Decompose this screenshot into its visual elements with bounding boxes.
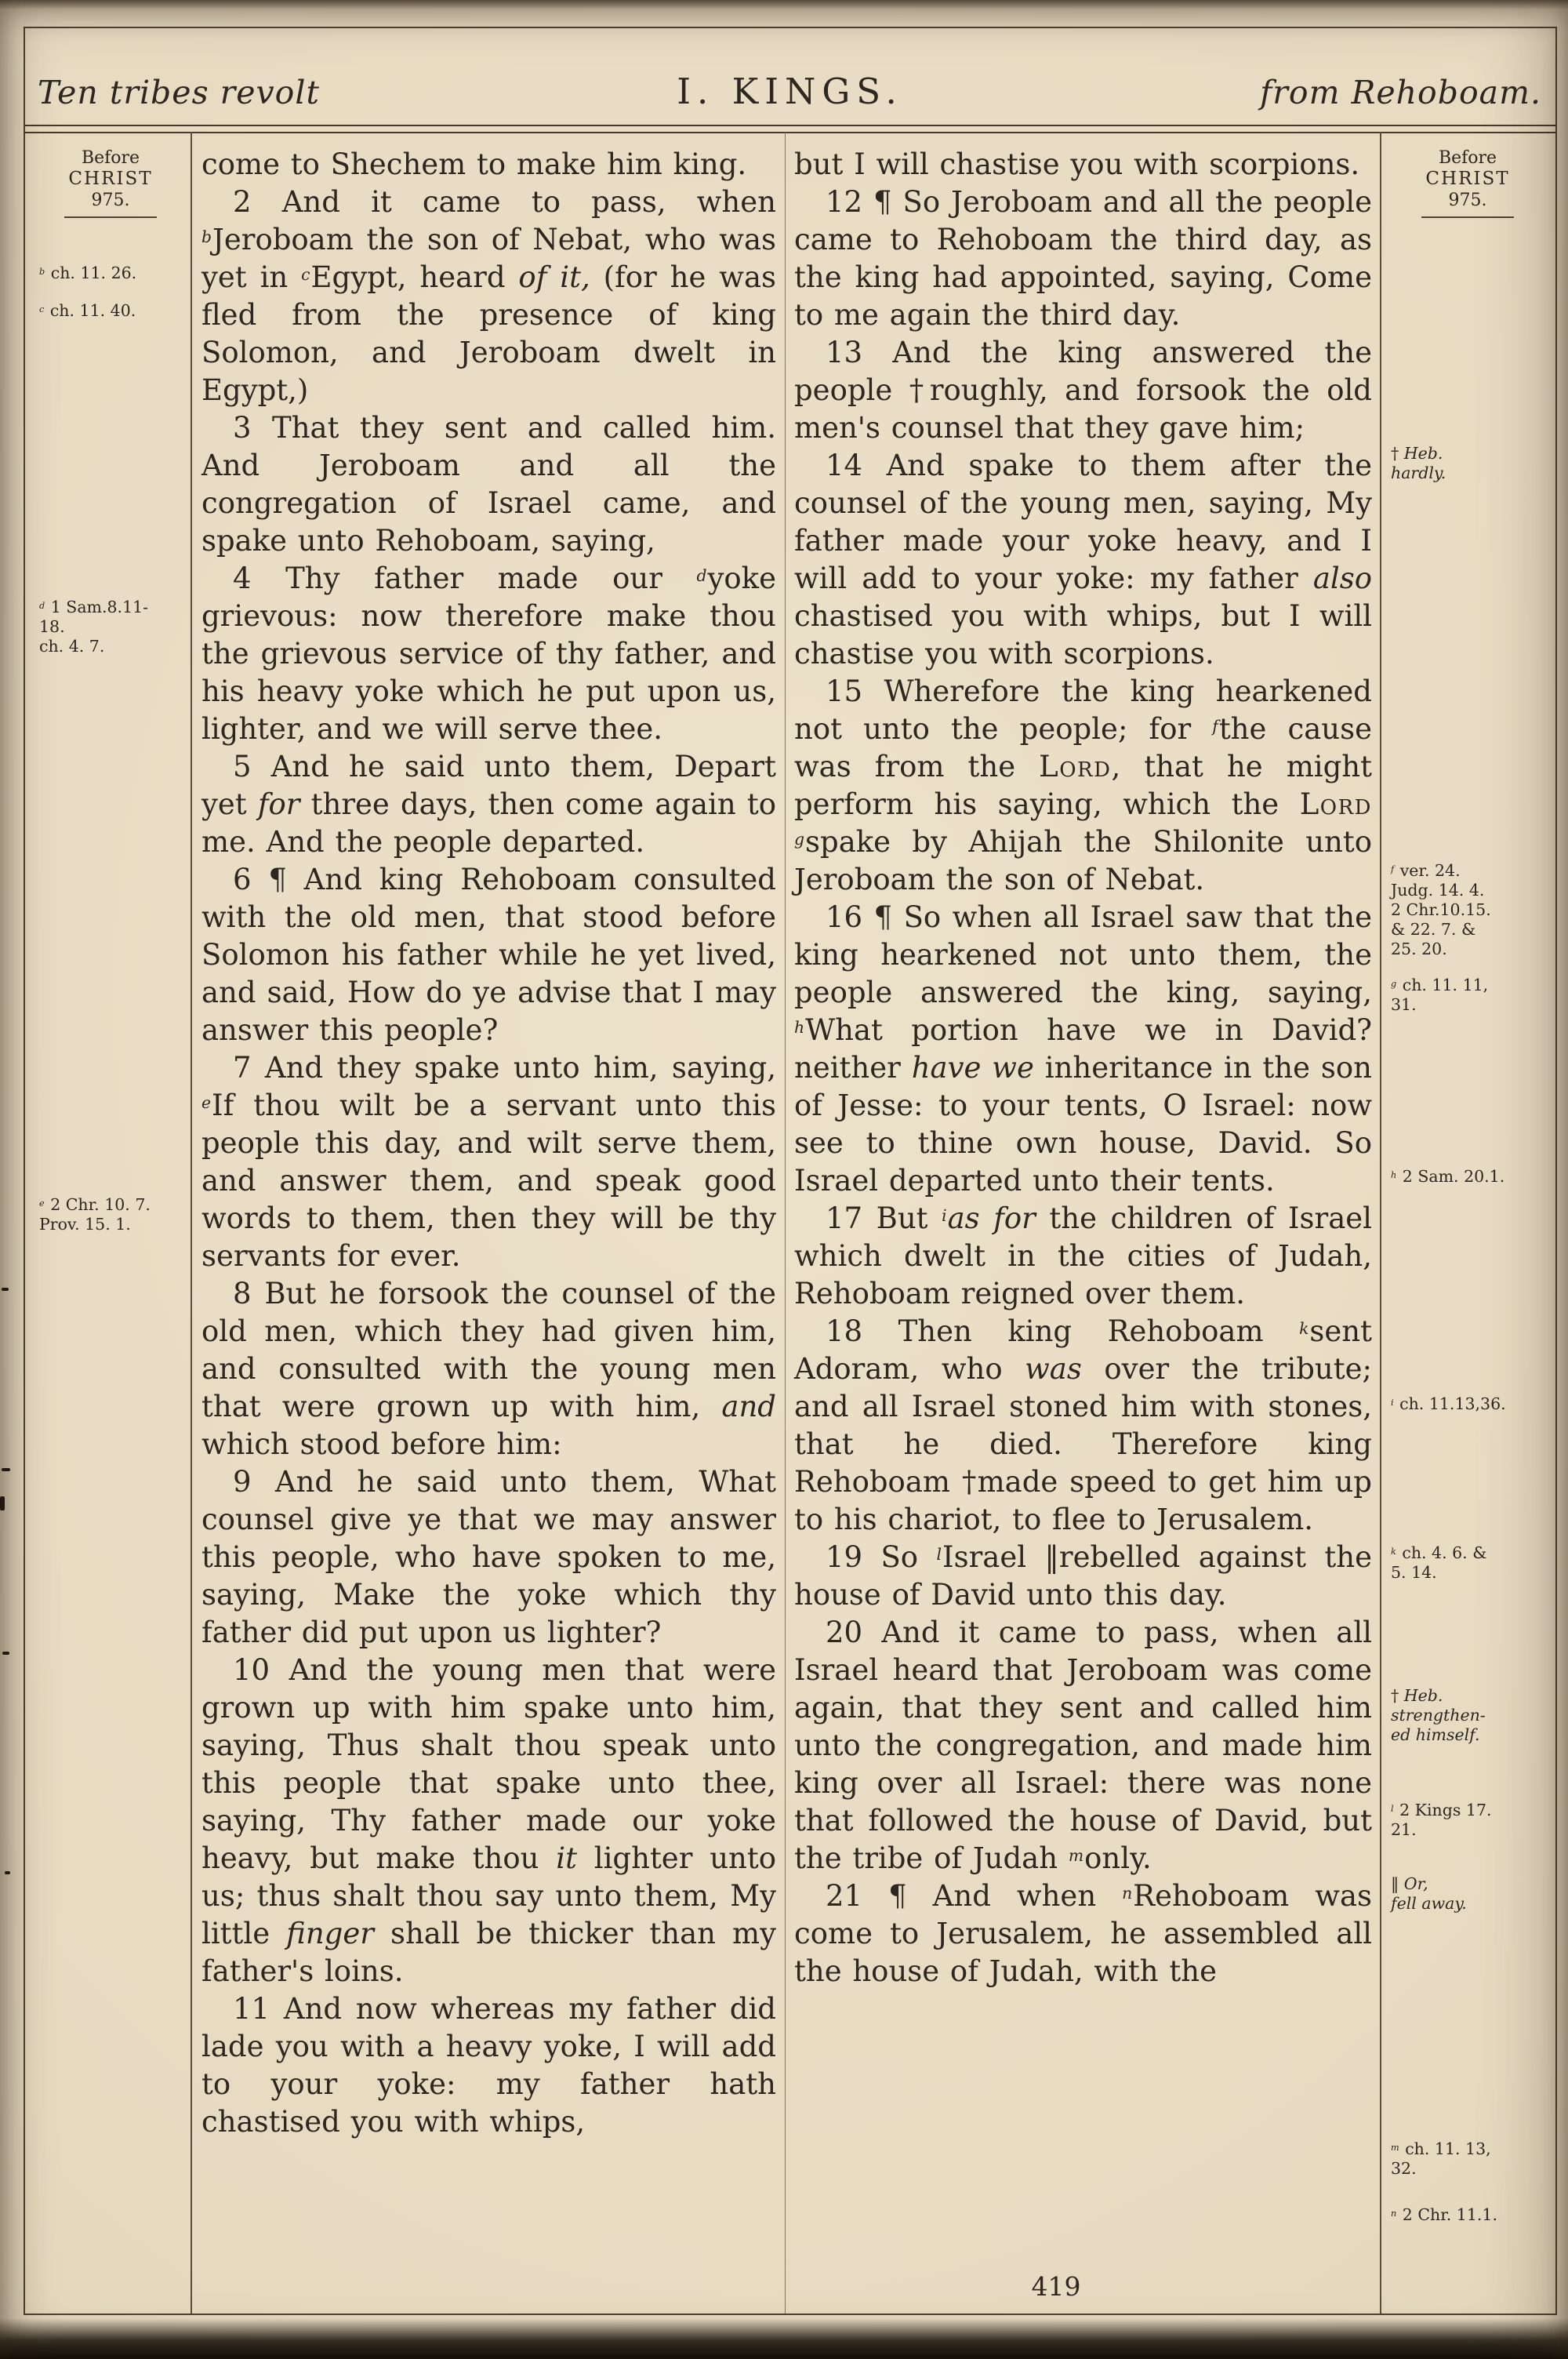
margin-note: $^b$ ch. 11. 26.: [39, 264, 137, 282]
heading-line: Before: [1438, 148, 1497, 168]
verse-paragraph: 12 ¶ So Jeroboam and all the people came to Rehoboam the third day, as the king had appointed, saying, Come to me again the third day.: [794, 185, 1372, 332]
verse-paragraph: 7 And they spake unto him, saying, $^e$If thou wilt be a servant unto this people this day, and wilt serve them, and answer them, and speak good words to them, then they will be thy servants for ever.: [201, 1051, 776, 1273]
book-title: I. KINGS.: [677, 71, 903, 112]
margin-note: $^e$ 2 Chr. 10. 7. Prov. 15. 1.: [39, 1195, 151, 1234]
heading-line: Before: [81, 148, 140, 168]
verse-paragraph: 15 Wherefore the king hearkened not unto the people; for $^f$the cause was from the Lord, that he might perform his saying, which the Lord $^g$spake by Ahijah the Shilonite unto Jeroboam the son of Nebat.: [794, 674, 1373, 896]
margin-note: $^c$ ch. 11. 40.: [39, 301, 136, 320]
page-header: [38, 71, 1541, 116]
header-rule: [24, 125, 1557, 133]
margin-note: † Heb. strengthen- ed himself.: [1391, 1686, 1486, 1744]
heading-line: CHRIST: [1425, 169, 1510, 189]
column-rule-center: [785, 132, 786, 2314]
verse-paragraph: 11 And now whereas my father did lade you with a heavy yoke, I will add to your yoke: my father hath chastised you with whips,: [201, 1992, 776, 2139]
verse-paragraph: 10 And the young men that were grown up with him spake unto him, saying, Thus shalt thou speak unto this people that spake unto thee, saying, Thy father made our yoke heavy, but make thou it lighter unto us; thus shalt thou say unto them, My little finger shall be thicker than my father's loins.: [201, 1653, 776, 1988]
heading-line: CHRIST: [68, 169, 153, 189]
verse-paragraph: 21 ¶ And when $^n$Rehoboam was come to Jerusalem, he assembled all the house of Judah, with the: [794, 1879, 1372, 1988]
right-margin-column: [1385, 0, 1551, 2359]
scan-edge-bottom: [0, 2318, 1568, 2359]
heading-line: 975.: [1448, 191, 1487, 210]
left-margin-notes: [33, 0, 188, 2359]
heading-line: 975.: [91, 191, 130, 210]
verse-paragraph: 20 And it came to pass, when all Israel heard that Jeroboam was come again, that they sent and called him unto the congregation, and made him king over all Israel: there was none that followed the house of David, but the tribe of Judah $^m$only.: [794, 1616, 1372, 1875]
text-column-right: [794, 146, 1372, 1990]
margin-note: $^n$ 2 Chr. 11.1.: [1391, 2205, 1497, 2224]
verse-paragraph: 4 Thy father made our $^d$yoke grievous: now therefore make thou the grievous service of thy father, and his heavy yoke which he put upon us, lighter, and we will serve thee.: [201, 562, 776, 746]
margin-note: † Heb. hardly.: [1391, 444, 1446, 482]
margin-note: $^l$ 2 Kings 17. 21.: [1391, 1801, 1492, 1839]
verse-paragraph: 6 ¶ And king Rehoboam consulted with the old men, that stood before Solomon his father while he yet lived, and said, How do ye advise that I may answer this people?: [201, 863, 776, 1047]
margin-note: $^d$ 1 Sam.8.11- 18. ch. 4. 7.: [39, 598, 149, 656]
verse-paragraph: but I will chastise you with scorpions.: [794, 147, 1360, 181]
left-margin-column: [33, 0, 188, 2359]
margin-note: $^m$ ch. 11. 13, 32.: [1391, 2139, 1491, 2178]
scan-speck: [5, 1871, 10, 1874]
running-head-right: from Rehoboam.: [1260, 74, 1541, 111]
verse-paragraph: 17 But $^i$as for the children of Israel which dwelt in the cities of Judah, Rehoboam reigned over them.: [794, 1201, 1373, 1310]
scan-speck: [2, 1468, 10, 1471]
verse-paragraph: 9 And he said unto them, What counsel give ye that we may answer this people, who have spoken to me, saying, Make the yoke which thy father did put upon us lighter?: [201, 1465, 776, 1649]
verse-paragraph: 3 That they sent and called him. And Jeroboam and all the congregation of Israel came, and spake unto Rehoboam, saying,: [201, 411, 776, 558]
margin-note: $^i$ ch. 11.13,36.: [1391, 1394, 1506, 1413]
scan-edge-top: [0, 0, 1568, 9]
running-head-left: Ten tribes revolt: [38, 74, 320, 111]
column-rule-left: [191, 132, 192, 2314]
verse-paragraph: 14 And spake to them after the counsel of the young men, saying, My father made your yoke heavy, and I will add to your yoke: my father also chastised you with whips, but I will chastise you with scorpions.: [794, 449, 1372, 671]
margin-note: ‖ Or, fell away.: [1391, 1874, 1467, 1913]
margin-note: $^f$ ver. 24. Judg. 14. 4. 2 Chr.10.15. & 22. 7. & 25. 20.: [1391, 861, 1491, 958]
scan-speck: [0, 1496, 5, 1510]
verse-paragraph: 8 But he forsook the counsel of the old men, which they had given him, and consulted with the young men that were grown up with him, and which stood before him:: [201, 1277, 776, 1461]
verse-paragraph: 5 And he said unto them, Depart yet for three days, then come again to me. And the people departed.: [201, 750, 776, 859]
verse-paragraph: come to Shechem to make him king.: [201, 147, 747, 181]
margin-note: $^g$ ch. 11. 11, 31.: [1391, 976, 1489, 1014]
page-number: 419: [1031, 2271, 1081, 2302]
verse-paragraph: 13 And the king answered the people †roughly, and forsook the old men's counsel that they gave him;: [794, 336, 1372, 445]
scan-speck: [2, 1652, 9, 1655]
margin-note: $^k$ ch. 4. 6. & 5. 14.: [1391, 1543, 1487, 1582]
margin-note: $^h$ 2 Sam. 20.1.: [1391, 1167, 1505, 1186]
verse-paragraph: 16 ¶ So when all Israel saw that the king hearkened not unto them, the people answered the king, saying, $^h$What portion have we in David? neither have we inheritance in the son of Jesse: to your tents, O Israel: now see to thine own house, David. So Israel departed unto their tents.: [794, 900, 1372, 1198]
verse-paragraph: 2 And it came to pass, when $^b$Jeroboam the son of Nebat, who was yet in $^c$Egypt, heard of it, (for he was fled from the presence of king Solomon, and Jeroboam dwelt in Egypt,): [201, 185, 777, 407]
verse-paragraph: 18 Then king Rehoboam $^k$sent Adoram, who was over the tribute; and all Israel stoned him with stones, that he died. Therefore king Rehoboam †made speed to get him up to his chariot, to flee to Jerusalem.: [794, 1314, 1372, 1536]
scan-speck: [2, 1288, 9, 1291]
column-rule-right: [1380, 132, 1381, 2314]
verse-paragraph: 19 So $^l$Israel ‖rebelled against the house of David unto this day.: [794, 1540, 1372, 1612]
right-margin-notes: [1385, 0, 1551, 2359]
text-column-left: [201, 146, 776, 2141]
